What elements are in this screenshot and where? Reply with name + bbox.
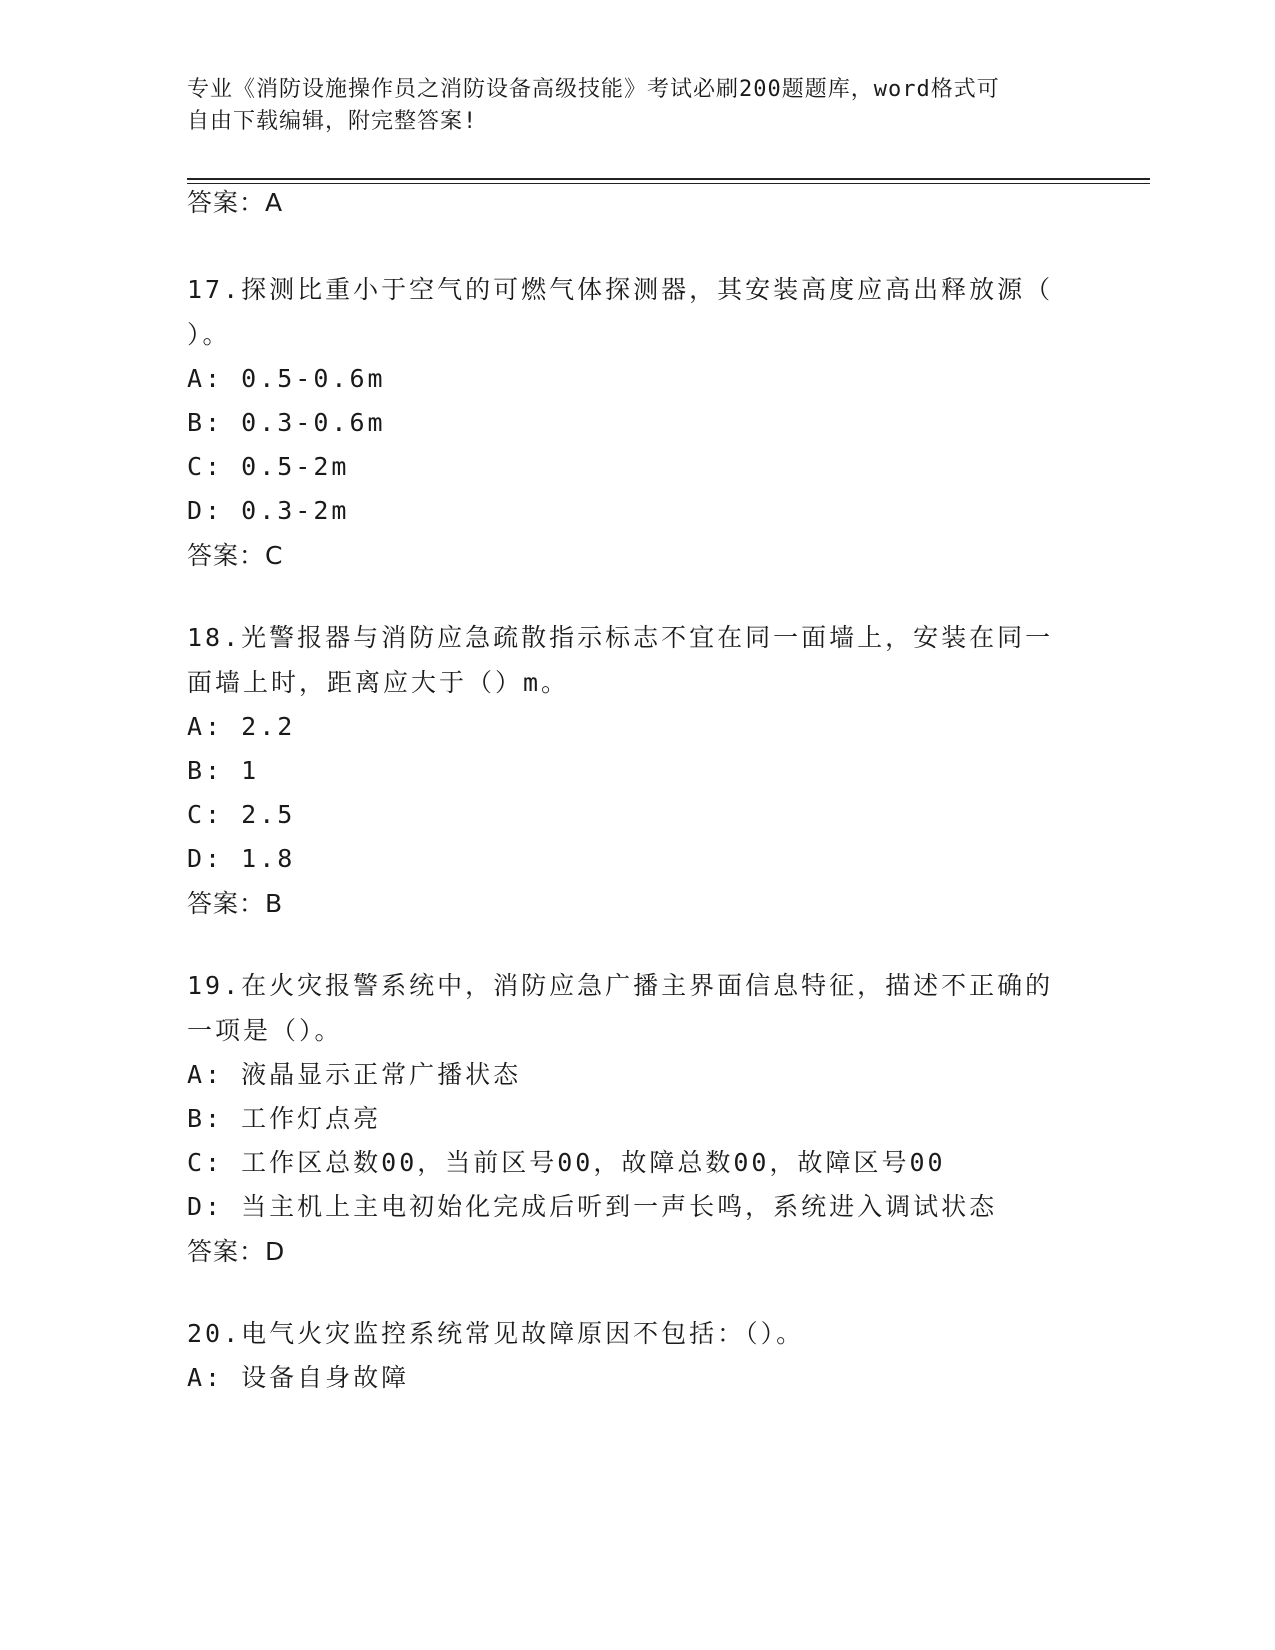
option-a: A: 2.2 [187,712,296,741]
answer-label: 答案：B [187,889,284,918]
header-line-2: 自由下载编辑，附完整答案! [187,109,478,134]
option-b: B: 0.3-0.6m [187,408,386,437]
option-b: B: 工作灯点亮 [187,1104,382,1133]
option-a: A: 液晶显示正常广播状态 [187,1060,522,1089]
option-c: C: 0.5-2m [187,452,350,481]
option-b: B: 1 [187,756,260,785]
option-d: D: 0.3-2m [187,496,350,525]
page-header [187,74,1087,138]
answer-label: 答案：C [187,541,284,570]
question-text-line: 17.探测比重小于空气的可燃气体探测器，其安装高度应高出释放源（ [187,275,1054,304]
question-text-line: ）。 [187,320,231,349]
option-c: C: 2.5 [187,800,296,829]
question-text-line: 18.光警报器与消防应急疏散指示标志不宜在同一面墙上，安装在同一 [187,623,1054,652]
question-17 [187,267,1087,578]
option-d: D: 当主机上主电初始化完成后听到一声长鸣，系统进入调试状态 [187,1192,998,1221]
option-a: A: 0.5-0.6m [187,364,386,393]
question-text-line: 20.电气火灾监控系统常见故障原因不包括：（）。 [187,1319,805,1348]
question-text-line: 19.在火灾报警系统中，消防应急广播主界面信息特征，描述不正确的 [187,971,1054,1000]
option-a: A: 设备自身故障 [187,1363,410,1392]
previous-answer-block [187,180,1087,225]
question-text-line: 面墙上时，距离应大于（）m。 [187,668,570,697]
question-text-line: 一项是（）。 [187,1016,343,1045]
answer-label: 答案：D [187,1237,286,1266]
question-20 [187,1311,1087,1400]
question-18 [187,615,1087,926]
header-line-1: 专业《消防设施操作员之消防设备高级技能》考试必刷200题题库，word格式可 [187,77,1000,102]
question-19 [187,963,1087,1274]
option-c: C: 工作区总数00，当前区号00，故障总数00，故障区号00 [187,1148,946,1177]
option-d: D: 1.8 [187,844,296,873]
answer-label: 答案：A [187,188,284,217]
